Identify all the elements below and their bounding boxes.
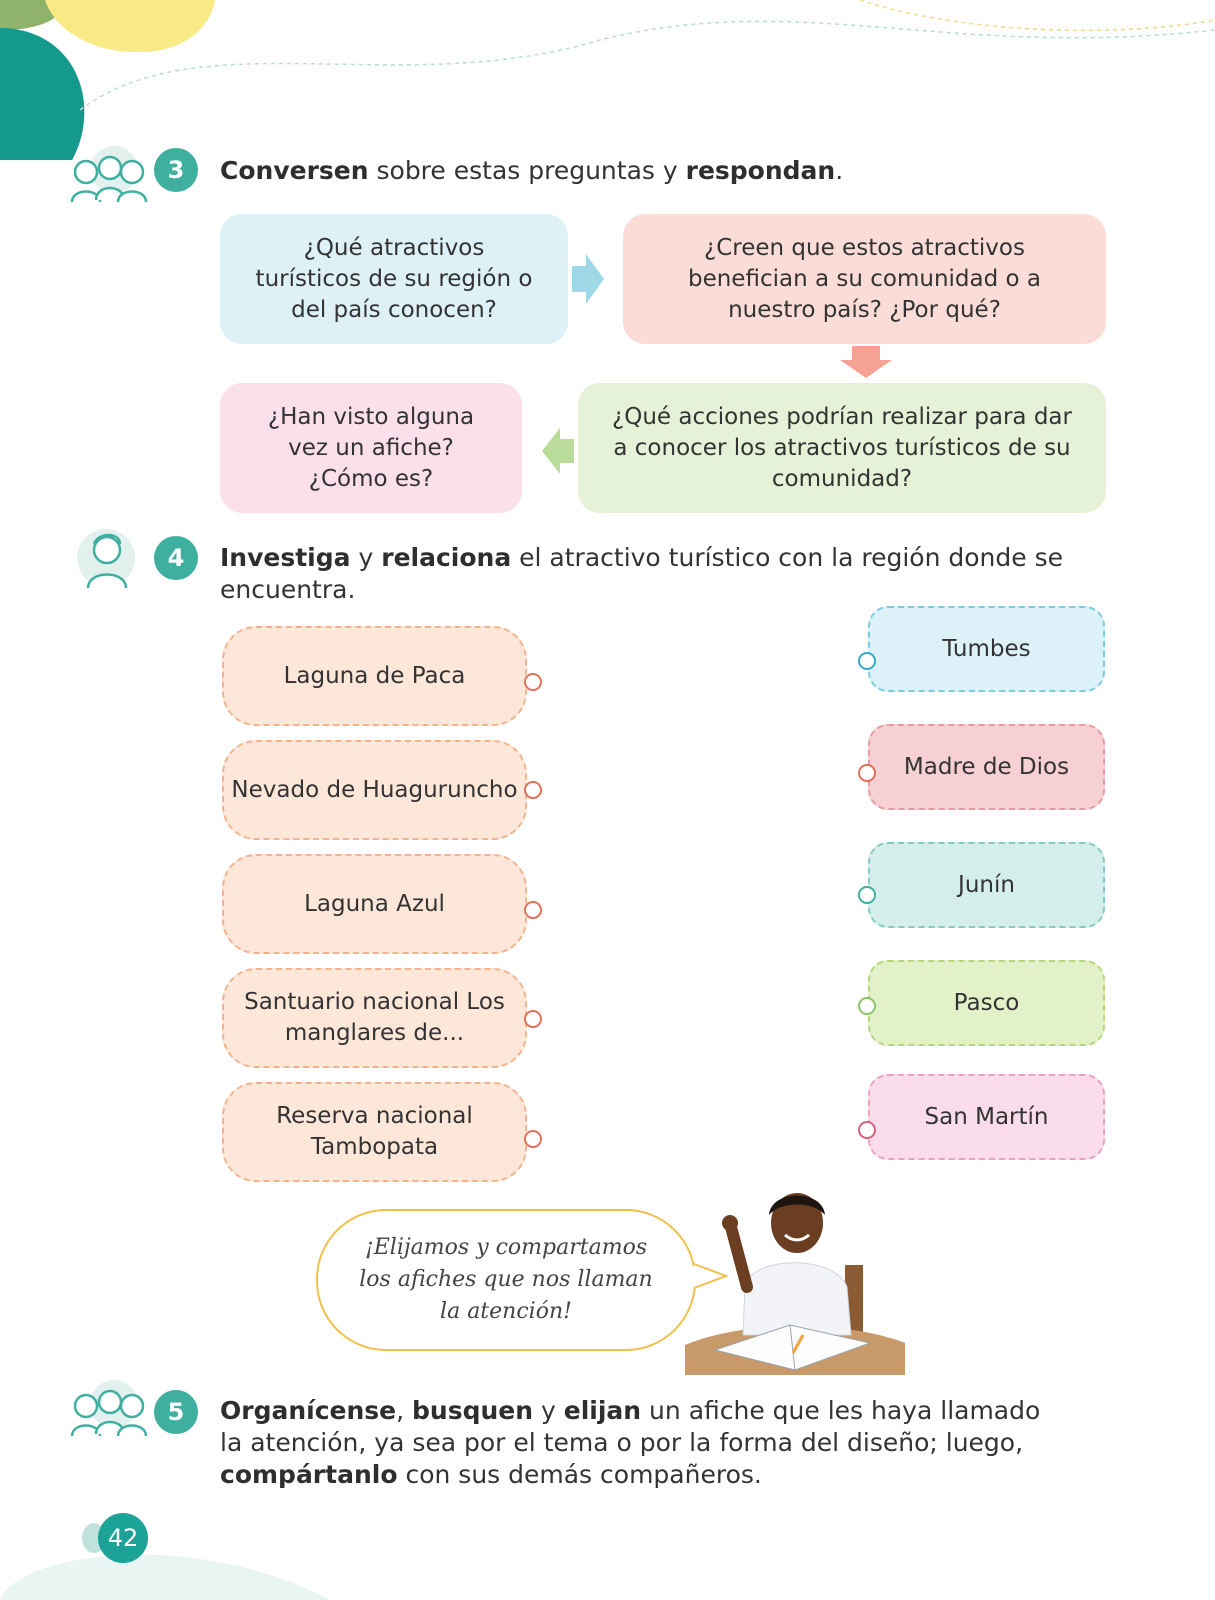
attraction-card: Nevado de Huagurunch​o — [222, 740, 527, 840]
connector-dot[interactable] — [858, 997, 876, 1015]
question-box-3: ¿Qué acciones podrían realizar para dar a conocer los atractivos turísticos de su comunidad? — [578, 383, 1106, 513]
connector-dot[interactable] — [524, 1130, 542, 1148]
bottom-decoration — [0, 1530, 400, 1600]
arrow-left-icon — [540, 426, 576, 476]
speech-bubble: ¡Elijamos y compartamos los afiches que nos llaman la atención! — [316, 1209, 696, 1351]
region-card: San Martín — [868, 1074, 1105, 1160]
attraction-card: Laguna de Paca — [222, 626, 527, 726]
corner-decoration — [0, 0, 1215, 160]
arrow-right-icon — [570, 252, 606, 306]
activity-4-instruction: Investiga y relaciona el atractivo turístico con la región donde se encuentra. — [220, 543, 1063, 604]
connector-dot[interactable] — [858, 1121, 876, 1139]
region-card: Junín — [868, 842, 1105, 928]
region-card: Madre de Dios — [868, 724, 1105, 810]
region-card: Tumbes — [868, 606, 1105, 692]
connector-dot[interactable] — [858, 764, 876, 782]
connector-dot[interactable] — [858, 652, 876, 670]
connector-dot[interactable] — [858, 886, 876, 904]
connector-dot[interactable] — [524, 901, 542, 919]
activity-4-number: 4 — [154, 536, 198, 580]
activity-5-instruction: Organícense, busquen y elijan un afiche que les haya llamado la atención, ya sea por el tema o por la forma del diseño; luego, compártanlo con sus demás compañeros. — [220, 1396, 1041, 1489]
question-box-4: ¿Han visto alguna vez un afiche? ¿Cómo es? — [220, 383, 522, 513]
region-card: Pasco — [868, 960, 1105, 1046]
question-box-1: ¿Qué atractivos turísticos de su región o del país conocen? — [220, 214, 568, 344]
page-number: 42 — [98, 1513, 148, 1563]
group-of-students-icon — [68, 144, 154, 204]
activity-3-instruction: Conversen sobre estas preguntas y respondan. — [220, 156, 844, 185]
connector-dot[interactable] — [524, 1010, 542, 1028]
student-icon — [76, 526, 136, 590]
activity-3-number: 3 — [154, 148, 198, 192]
attraction-card: Santuario nacional Los manglares de... — [222, 968, 527, 1068]
attraction-card: Laguna Azul — [222, 854, 527, 954]
arrow-down-icon — [838, 344, 894, 380]
connector-dot[interactable] — [524, 781, 542, 799]
activity-5-number: 5 — [154, 1390, 198, 1434]
group-of-students-icon — [68, 1378, 154, 1438]
connector-dot[interactable] — [524, 673, 542, 691]
question-box-2: ¿Creen que estos atractivos benefician a su comunidad o a nuestro país? ¿Por qué? — [623, 214, 1106, 344]
attraction-card: Reserva nacional Tambopata — [222, 1082, 527, 1182]
boy-reading-illustration — [685, 1175, 905, 1375]
